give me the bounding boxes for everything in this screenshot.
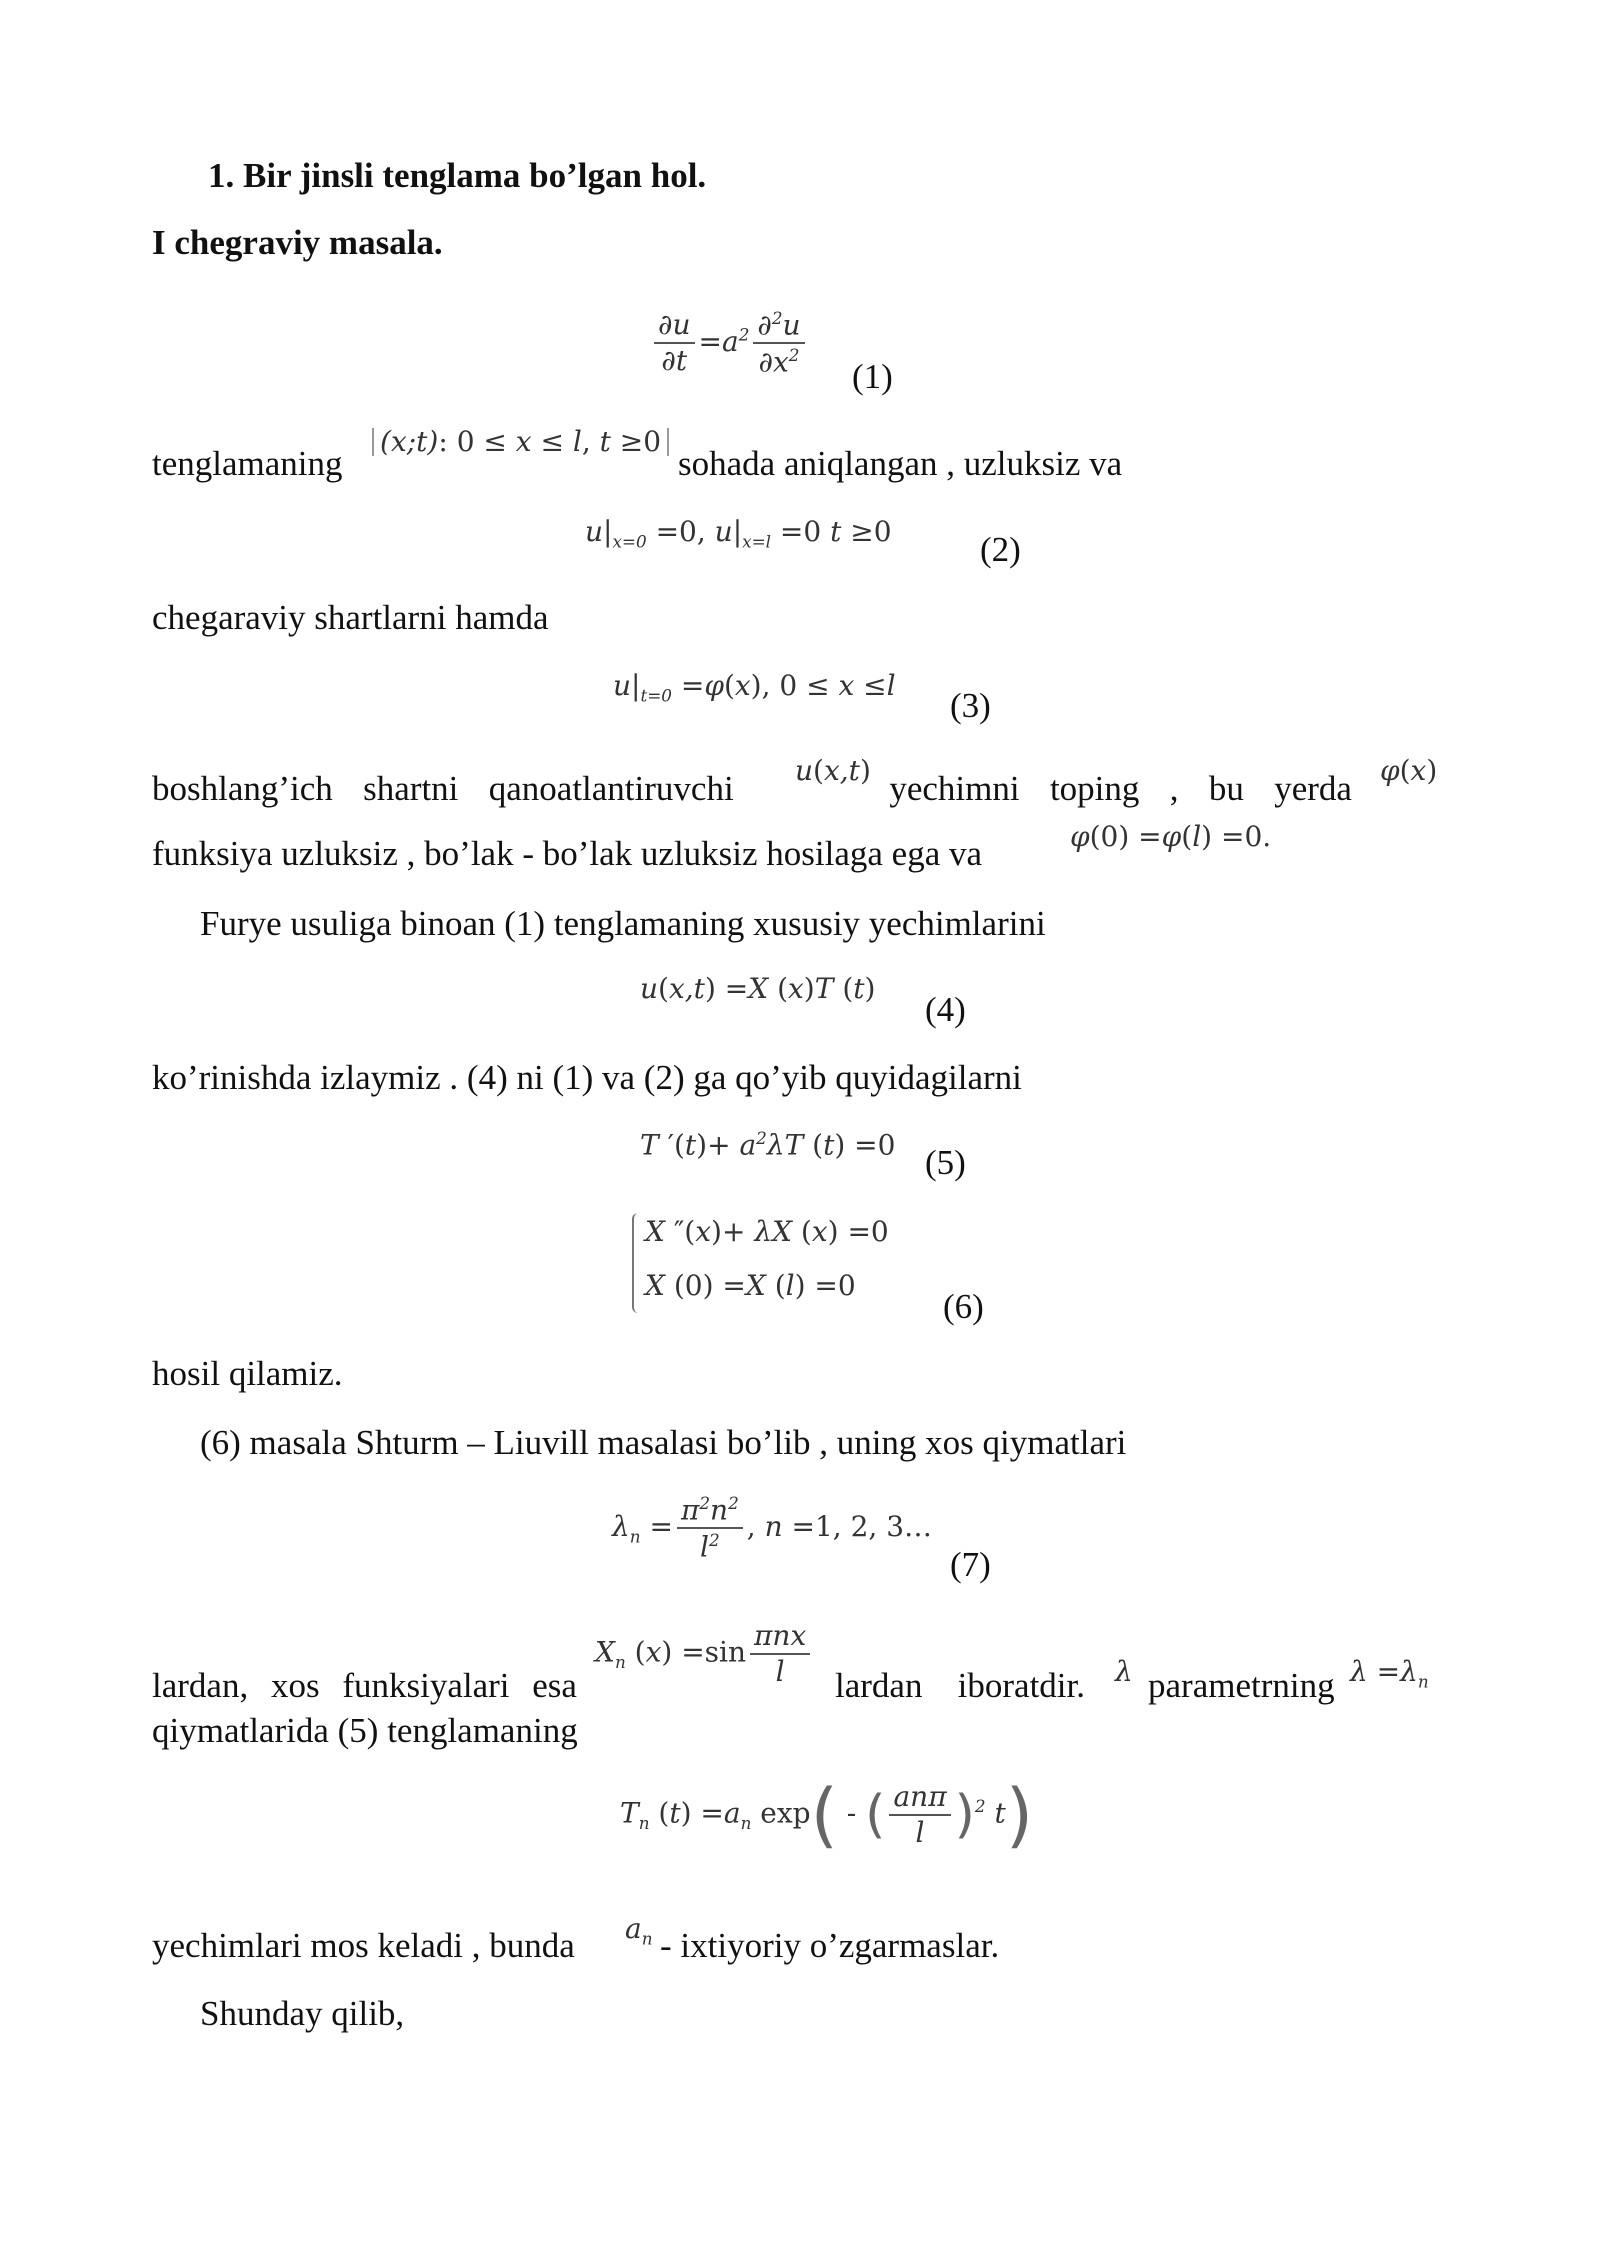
equation-2: $u|_{x=0} =0$, $u|_{x=l} =0$ t ≥0 [585, 515, 892, 552]
paragraph-line [152, 1665, 577, 1707]
equation-5: T $'(t)+ a^2\lambda T$ (t) =0 [640, 1128, 896, 1162]
formula-a-n: $a_n$ [625, 1912, 653, 1949]
subsection-heading: I chegraviy masala. [152, 223, 443, 262]
domain-formula: (x;t): 0 ≤ x ≤ l, t ≥0 [372, 428, 669, 456]
paragraph-text: qiymatlarida (5) tenglamaning [152, 1711, 578, 1750]
paragraph-text: tenglamaning [152, 444, 343, 483]
word: lardan, [152, 1666, 249, 1705]
word: iboratdir. [957, 1666, 1085, 1705]
equation-7: $\lambda_n$ = $\frac{\pi^2n^2}{l^2}$ , n =1, 2, 3… [612, 1493, 933, 1564]
equation-number-5: (5) [925, 1143, 966, 1182]
paragraph-text: chegaraviy shartlarni hamda [152, 598, 549, 637]
equation-4: u(x,t) =X (x)T (t) [640, 972, 876, 1005]
paragraph-text: Shunday qilib, [200, 1994, 405, 2033]
word: yerda [1274, 769, 1352, 808]
equation-number-1: (1) [852, 357, 893, 396]
paragraph-text: - ixtiyoriy o’zgarmaslar. [660, 1926, 1000, 1965]
equation-number-2: (2) [980, 530, 1021, 569]
word: , [1169, 769, 1179, 808]
formula-phi-condition: φ(0) =φ(l) =0. [1070, 820, 1272, 853]
word: boshlang’ich [152, 769, 333, 808]
word: shartni [363, 769, 459, 808]
paragraph-text: sohada aniqlangan , uzluksiz va [678, 444, 1123, 483]
equation-number-7: (7) [950, 1545, 991, 1584]
formula-lambda-n: $\lambda =\lambda_n$ [1350, 1655, 1429, 1692]
section-heading: 1. Bir jinsli tenglama bo’lgan hol. [208, 156, 707, 195]
formula-Tn: $T_n$ $(t) =a_n$ exp( - ( $\frac{\text{anπ}}{l}$ )$^2$ t) [620, 1774, 1034, 1856]
equation-6a: X ″(x)+ λX (x) =0 [645, 1215, 889, 1248]
paragraph-text: Furye usuliga binoan (1) tenglamaning xususiy yechimlarini [200, 904, 1046, 943]
paragraph-text: hosil qilamiz. [152, 1354, 343, 1393]
paragraph-text: ko’rinishda izlaymiz . (4) ni (1) va (2) ga qo’yib quyidagilarni [152, 1058, 1022, 1097]
word: qanoatlantiruvchi [488, 769, 734, 808]
equation-1: $\frac{\partial u}{\partial t}$ $=a^2$ $\frac{\partial^2u}{\partial x^2}$ [650, 310, 809, 377]
paragraph-text: (6) masala Shturm – Liuvill masalasi bo’lib , uning xos qiymatlari [200, 1423, 1127, 1462]
paragraph-text: yechimlari mos keladi , bunda [152, 1926, 575, 1965]
formula-u-x-t: u(x,t) [795, 754, 871, 787]
paragraph-line [152, 768, 1352, 810]
word: lardan [835, 1666, 923, 1705]
formula-eigenfunction: $X_n$ (x) =sin $\frac{\text{πnx}}{l}$ [595, 1622, 814, 1686]
formula-lambda: λ [1115, 1655, 1133, 1688]
equation-number-3: (3) [950, 686, 991, 725]
paragraph-line [835, 1665, 1085, 1707]
word: toping [1049, 769, 1140, 808]
equation-number-6: (6) [943, 1287, 984, 1326]
word: bu [1208, 769, 1244, 808]
system-brace [632, 1213, 642, 1313]
equation-6b: X (0) =X (l) =0 [645, 1269, 856, 1302]
word: esa [532, 1666, 577, 1705]
word: funksiyalari [342, 1666, 510, 1705]
equation-3: $u|_{t=0} =\varphi(x)$, 0 ≤ x ≤l [613, 669, 896, 706]
word: yechimni [889, 769, 1020, 808]
formula-phi-x: φ(x) [1380, 754, 1438, 787]
equation-number-4: (4) [925, 990, 966, 1029]
word: xos [270, 1666, 320, 1705]
paragraph-text: parametrning [1148, 1666, 1335, 1705]
paragraph-text: funksiya uzluksiz , bo’lak - bo’lak uzluksiz hosilaga ega va [152, 834, 983, 873]
